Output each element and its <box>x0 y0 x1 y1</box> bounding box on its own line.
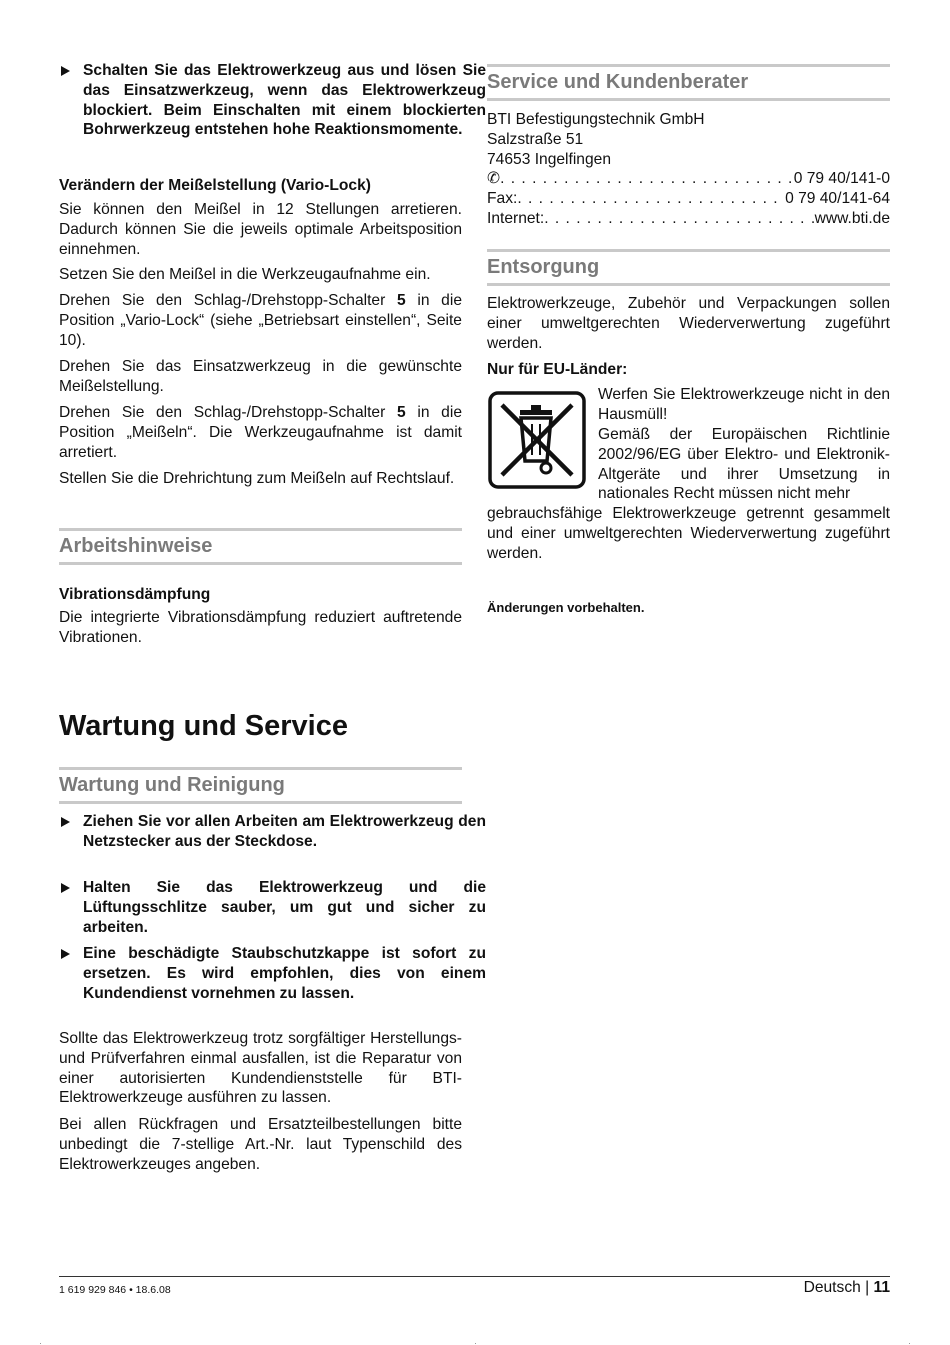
bullet-triangle-icon <box>61 66 70 76</box>
crossed-out-wheelie-bin-icon <box>488 391 586 489</box>
crop-mark <box>40 1343 41 1344</box>
bullet-text: Halten Sie das Elektrowerkzeug und die Lüftungsschlitze sauber, um gut und sicher zu arbeiten. <box>83 879 486 936</box>
section-heading-service: Service und Kundenberater <box>487 64 890 101</box>
section-heading-wartung: Wartung und Reinigung <box>59 767 462 804</box>
paragraph: Elektrowerkzeuge, Zubehör und Verpackungen sollen einer umweltgerechten Wiederverwertung zugeführt werden. <box>487 295 890 352</box>
street-address: Salzstraße 51 <box>487 131 584 148</box>
phone-icon: ✆ <box>487 170 501 187</box>
section-heading-entsorgung: Entsorgung <box>487 249 890 286</box>
website-link[interactable]: www.bti.de <box>814 210 890 227</box>
footer-divider <box>59 1276 890 1277</box>
language-label: Deutsch <box>803 1279 861 1296</box>
paragraph: Die integrierte Vibrationsdämpfung reduziert auftretende Vibrationen. <box>59 609 462 646</box>
paragraph: Bei allen Rückfragen und Ersatzteilbestellungen bitte unbedingt die 7-stellige Art.-Nr. laut Typenschild des Elektrowerkzeuges angeben. <box>59 1116 462 1173</box>
bullet-text: Eine beschädigte Staubschutzkappe ist sofort zu ersetzen. Es wird empfohlen, dies von einem Kundendienst vornehmen zu lassen. <box>83 945 486 1002</box>
internet-label: Internet: <box>487 210 545 227</box>
changes-reserved-note: Änderungen vorbehalten. <box>487 600 645 615</box>
safety-bullet-blocked-tool <box>59 61 486 140</box>
fax-label: Fax: <box>487 190 518 207</box>
paragraph: Drehen Sie den Schlag-/Drehstopp-Schalter 5 in die Position „Meißeln“. Die Werkzeugaufnahme ist damit arretiert. <box>59 404 462 461</box>
eu-heading: Nur für EU-Länder: <box>487 361 628 378</box>
safety-bullet-dust-cap <box>59 944 486 1003</box>
phone-number: 0 79 40/141-0 <box>793 170 890 187</box>
paragraph: Sie können den Meißel in 12 Stellungen arretieren. Dadurch können Sie die jeweils optimale Arbeitsposition einnehmen. <box>59 201 462 258</box>
bullet-text: Schalten Sie das Elektrowerkzeug aus und lösen Sie das Einsatzwerkzeug, wenn das Elektrowerkzeug blockiert. Beim Einschalten mit einem blockierten Bohrwerkzeug entstehen hohe Reaktionsmomente. <box>83 62 486 139</box>
page-number: 11 <box>873 1279 890 1296</box>
bullet-triangle-icon <box>61 883 70 893</box>
safety-bullet-clean <box>59 878 486 937</box>
paragraph: Drehen Sie das Einsatzwerkzeug in die gewünschte Meißelstellung. <box>59 358 462 395</box>
paragraph: Drehen Sie den Schlag-/Drehstopp-Schalter 5 in die Position „Vario-Lock“ (siehe „Betriebsart einstellen“, Seite 10). <box>59 292 462 349</box>
fax-number: 0 79 40/141-64 <box>785 190 890 207</box>
bullet-text: Ziehen Sie vor allen Arbeiten am Elektrowerkzeug den Netzstecker aus der Steckdose. <box>83 813 486 850</box>
paragraph: Stellen Sie die Drehrichtung zum Meißeln auf Rechtslauf. <box>59 470 455 487</box>
paragraph: Werfen Sie Elektrowerkzeuge nicht in den Hausmüll! <box>598 386 890 423</box>
paragraph: Setzen Sie den Meißel in die Werkzeugaufnahme ein. <box>59 266 431 283</box>
phone-line <box>487 169 890 189</box>
crop-mark <box>909 1343 910 1344</box>
vibration-heading: Vibrationsdämpfung <box>59 586 211 603</box>
crop-mark <box>475 1343 476 1344</box>
paragraph: gebrauchsfähige Elektrowerkzeuge getrennt gesammelt und einer umweltgerechten Wiederverwertung zugeführt werden. <box>487 505 890 562</box>
city-address: 74653 Ingelfingen <box>487 151 611 168</box>
bullet-triangle-icon <box>61 949 70 959</box>
bullet-triangle-icon <box>61 817 70 827</box>
document-number: 1 619 929 846 • 18.6.08 <box>59 1284 171 1296</box>
chapter-title: Wartung und Service <box>59 710 348 742</box>
paragraph: Gemäß der Europäischen Richtlinie 2002/96/EG über Elektro- und Elektronik-Altgeräte und ihrer Umsetzung in nationales Recht müssen nicht mehr <box>598 426 890 503</box>
company-name: BTI Befestigungstechnik GmbH <box>487 111 705 128</box>
page-indicator: Deutsch | 11 <box>803 1279 890 1296</box>
paragraph: Sollte das Elektrowerkzeug trotz sorgfältiger Herstellungs- und Prüfverfahren einmal ausfallen, ist die Reparatur von einer autorisierten Kundendienststelle für BTI-Elektrowerkzeuge ausführen zu lassen. <box>59 1030 462 1107</box>
section-heading-arbeitshinweise: Arbeitshinweise <box>59 528 462 565</box>
vario-lock-heading: Verändern der Meißelstellung (Vario-Lock) <box>59 177 371 194</box>
internet-line <box>487 209 890 229</box>
fax-line <box>487 189 890 209</box>
safety-bullet-unplug <box>59 812 486 852</box>
